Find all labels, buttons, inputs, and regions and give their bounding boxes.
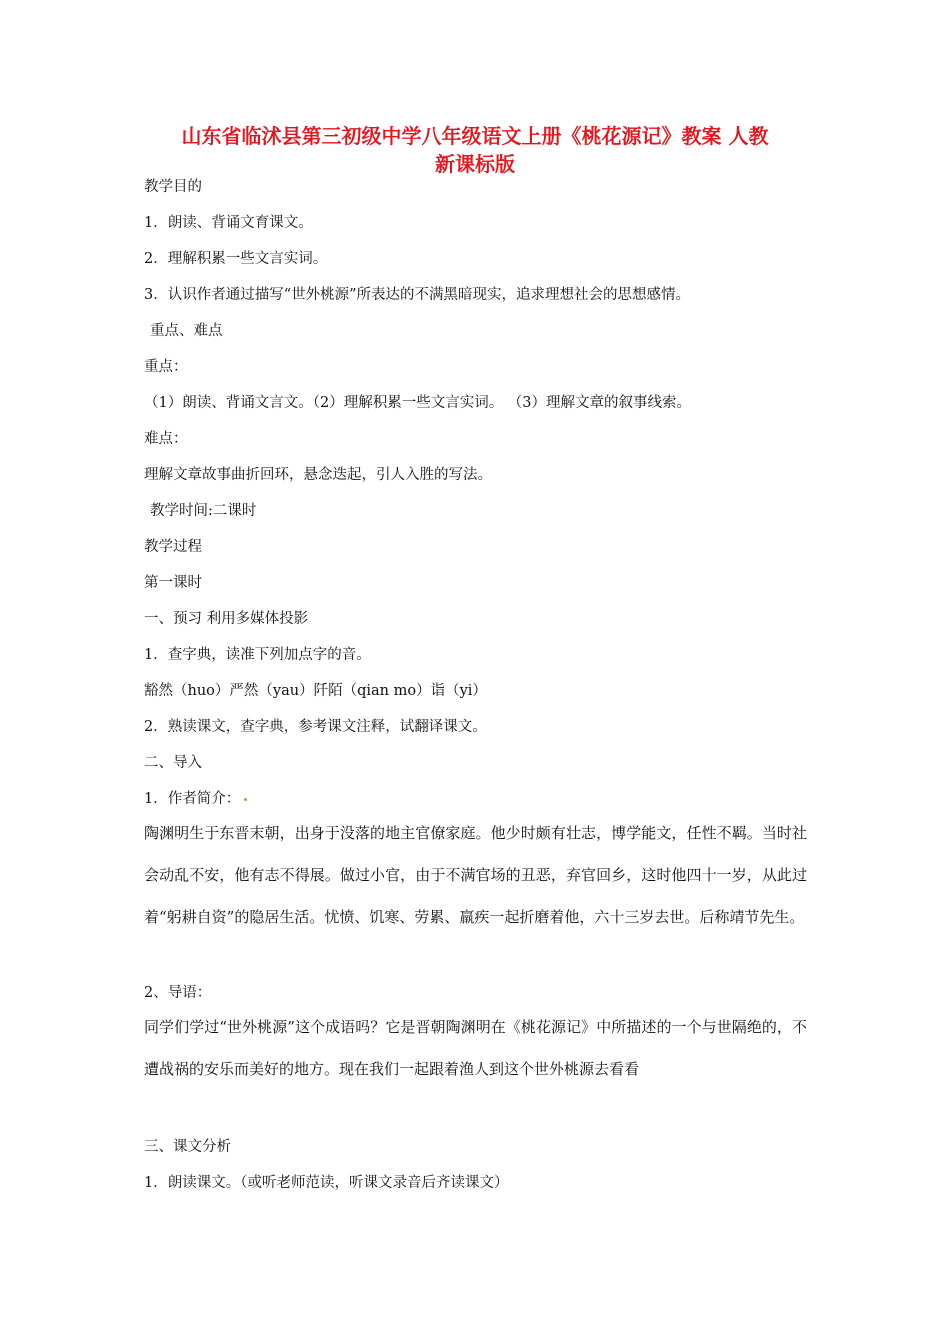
document-title-line-1: 山东省临沭县第三初级中学八年级语文上册《桃花源记》教案 人教 <box>181 124 769 148</box>
section-heading-key-points: 重点、难点 <box>150 323 223 339</box>
introduction-heading: 二、导入 <box>144 755 202 771</box>
lead-in-paragraph: 同学们学过“世外桃源”这个成语吗？它是晋朝陶渊明在《桃花源记》中所描述的一个与世隔绝的，不遭战祸的安乐而美好的地方。现在我们一起跟着渔人到这个世外桃源去看看 <box>144 1018 807 1078</box>
goal-item-3: 3．认识作者通过描写“世外桃源”所表达的不满黑暗现实，追求理想社会的思想感情。 <box>144 287 691 303</box>
pronunciation-list: 豁然（huo）严然（yau）阡陌（qian mo）诣（yi） <box>144 683 487 699</box>
goal-item-1: 1．朗读、背诵文育课文。 <box>144 215 313 231</box>
lead-in-label: 2、导语： <box>144 985 212 1001</box>
preview-heading: 一、预习 利用多媒体投影 <box>144 611 309 627</box>
key-points-list: （1）朗读、背诵文言文。（2）理解积累一些文言实词。 （3）理解文章的叙事线索。 <box>144 395 692 411</box>
key-points-label: 重点： <box>144 359 188 375</box>
teaching-time: 教学时间:二课时 <box>150 503 257 519</box>
text-analysis-item-1: 1．朗读课文。（或听老师范读，听课文录音后齐读课文） <box>144 1175 509 1191</box>
preview-item-1: 1．查字典，读准下列加点字的音。 <box>144 647 371 663</box>
document-title-line-2: 新课标版 <box>435 152 515 176</box>
difficulty-label: 难点： <box>144 431 188 447</box>
goal-item-2: 2．理解积累一些文言实词。 <box>144 251 328 267</box>
text-analysis-heading: 三、课文分析 <box>144 1139 231 1155</box>
dot-mark <box>244 798 247 801</box>
author-intro-paragraph: 陶渊明生于东晋末朝，出身于没落的地主官僚家庭。他少时颇有壮志，博学能文，任性不羁。当时社会动乱不安，他有志不得展。做过小官，由于不满官场的丑恶，弃官回乡，这时他四十一岁，从此过着“躬耕自资”的隐居生活。忧愤、饥寒、劳累、羸疾一起折磨着他，六十三岁去世。后称靖节先生。 <box>144 824 807 926</box>
author-intro-label-text: 1．作者简介： <box>144 791 241 807</box>
section-heading-process: 教学过程 <box>144 539 202 555</box>
lesson-one-heading: 第一课时 <box>144 575 202 591</box>
author-intro-label <box>144 789 247 809</box>
section-heading-teaching-goals: 教学目的 <box>144 179 202 195</box>
preview-item-2: 2．熟读课文，查字典，参考课文注释，试翻译课文。 <box>144 719 487 735</box>
difficulty-text: 理解文章故事曲折回环，悬念迭起，引人入胜的写法。 <box>144 467 492 483</box>
